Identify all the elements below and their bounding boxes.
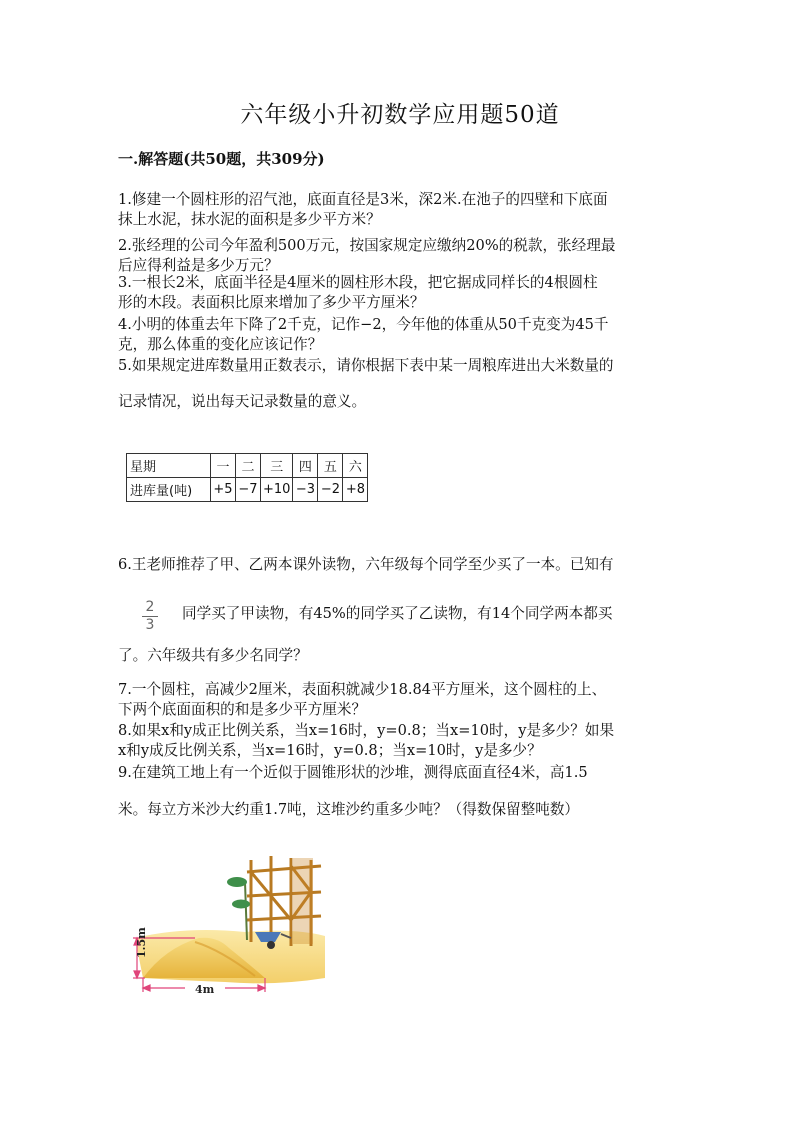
building — [293, 858, 313, 944]
question-line: 形的木段。表面积比原来增加了多少平方厘米？ — [118, 294, 425, 311]
table-cell: +10 — [261, 478, 293, 502]
plant — [227, 877, 250, 940]
section-heading: 一.解答题(共50题，共309分) — [118, 150, 325, 168]
fraction-denominator: 3 — [145, 617, 155, 633]
table-header-cell: 星期 — [127, 454, 211, 478]
table-header-cell: 六 — [343, 454, 368, 478]
table-header-cell: 四 — [293, 454, 318, 478]
question-line: 下两个底面面积的和是多少平方厘米？ — [118, 701, 367, 718]
page-title: 六年级小升初数学应用题50道 — [240, 102, 560, 128]
question-line: 7.一个圆柱，高减少2厘米，表面积就减少18.84平方厘米，这个圆柱的上、 — [118, 681, 607, 698]
question-line: 克，那么体重的变化应该记作？ — [118, 336, 323, 353]
table-header-cell: 五 — [318, 454, 343, 478]
question-line: 了。六年级共有多少名同学？ — [118, 647, 308, 664]
question-line: 1.修建一个圆柱形的沼气池，底面直径是3米，深2米.在池子的四壁和下底面 — [118, 191, 608, 208]
table-cell: −2 — [318, 478, 343, 502]
question-line: 抹上水泥，抹水泥的面积是多少平方米？ — [118, 211, 381, 228]
question-line: 后应得利益是多少万元？ — [118, 257, 279, 274]
table-cell: −7 — [236, 478, 261, 502]
table-header-cell: 一 — [211, 454, 236, 478]
question-line: 8.如果x和y成正比例关系，当x=16时，y=0.8；当x=10时，y是多少？如果 — [118, 722, 615, 739]
width-label: 4m — [195, 983, 215, 996]
question-line: 3.一根长2米，底面半径是4厘米的圆柱形木段，把它据成同样长的4根圆柱 — [118, 274, 598, 291]
question-line: 4.小明的体重去年下降了2千克，记作−2，今年他的体重从50千克变为45千 — [118, 316, 609, 333]
table-row — [127, 454, 368, 478]
height-label: 1.5m — [135, 927, 148, 958]
question-line: 9.在建筑工地上有一个近似于圆锥形状的沙堆，测得底面直径4米，高1.5 — [118, 764, 588, 781]
question-line: 6.王老师推荐了甲、乙两本课外读物，六年级每个同学至少买了一本。已知有 — [118, 556, 614, 573]
fraction — [142, 600, 158, 633]
question-line: x和y成反比例关系，当x=16时，y=0.8；当x=10时，y是多少？ — [118, 742, 542, 759]
fraction-numerator: 2 — [145, 599, 155, 615]
sand-pile-figure — [125, 852, 330, 1000]
question-line: 记录情况，说出每天记录数量的意义。 — [118, 393, 367, 410]
table-header-cell: 二 — [236, 454, 261, 478]
question-line: 同学买了甲读物，有45%的同学买了乙读物，有14个同学两本都买 — [182, 605, 613, 622]
table-cell: −3 — [293, 478, 318, 502]
grain-record-table — [126, 453, 368, 502]
table-header-cell: 三 — [261, 454, 293, 478]
table-row-label: 进库量(吨) — [127, 478, 211, 502]
question-line: 米。每立方米沙大约重1.7吨，这堆沙约重多少吨？（得数保留整吨数） — [118, 801, 580, 818]
question-line: 5.如果规定进库数量用正数表示，请你根据下表中某一周粮库进出大米数量的 — [118, 357, 614, 374]
table-row — [127, 478, 368, 502]
question-line: 2.张经理的公司今年盈利500万元，按国家规定应缴纳20%的税款，张经理最 — [118, 237, 616, 254]
table-cell: +8 — [343, 478, 368, 502]
table-cell: +5 — [211, 478, 236, 502]
